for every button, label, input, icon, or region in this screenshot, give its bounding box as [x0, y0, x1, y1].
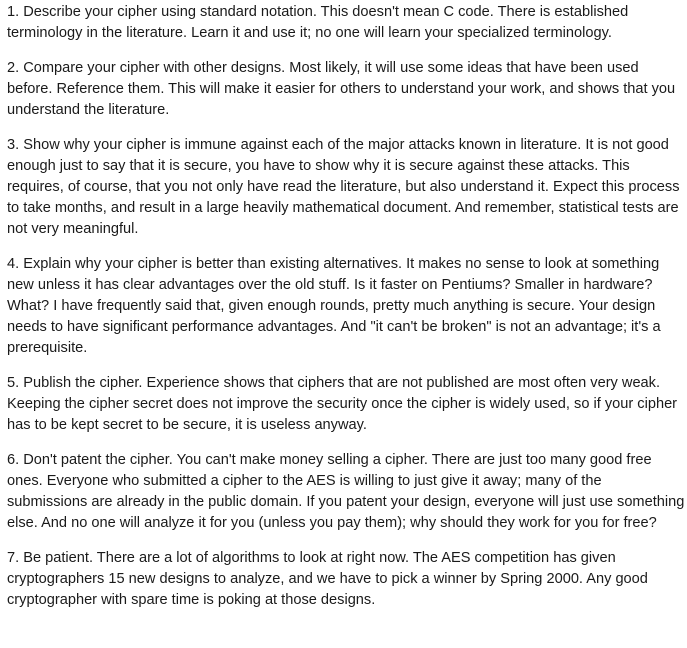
paragraph-5: 5. Publish the cipher. Experience shows that ciphers that are not published are most often very weak. Keeping the cipher secret does not improve the security once the cipher is widely used, so if your cipher has to be kept secret to be secure, it is useless anyway.	[7, 375, 678, 433]
document-body	[7, 2, 685, 611]
paragraph-3: 3. Show why your cipher is immune against each of the major attacks known in literature. It is not good enough just to say that it is secure, you have to show why it is secure against these attacks. This requires, of course, that you not only have read the literature, but also understand it. Expect this process to take months, and result in a large heavily mathematical document. And remember, statistical tests are not very meaningful.	[7, 137, 680, 237]
paragraph-1: 1. Describe your cipher using standard notation. This doesn't mean C code. There is established terminology in the literature. Learn it and use it; no one will learn your specialized terminology.	[7, 4, 629, 41]
paragraph-6: 6. Don't patent the cipher. You can't make money selling a cipher. There are just too many good free ones. Everyone who submitted a cipher to the AES is willing to just give it away; many of the submissions are already in the public domain. If you patent your design, everyone will just use something else. And no one will analyze it for you (unless you pay them); why should they work for you for free?	[7, 452, 685, 531]
paragraph-7: 7. Be patient. There are a lot of algorithms to look at right now. The AES competition has given cryptographers 15 new designs to analyze, and we have to pick a winner by Spring 2000. Any good cryptographer with spare time is poking at those designs.	[7, 550, 648, 608]
paragraph-2: 2. Compare your cipher with other designs. Most likely, it will use some ideas that have been used before. Reference them. This will make it easier for others to understand your work, and shows that you understand the literature.	[7, 60, 676, 118]
paragraph-4: 4. Explain why your cipher is better than existing alternatives. It makes no sense to look at something new unless it has clear advantages over the old stuff. Is it faster on Pentiums? Smaller in hardware? What? I have frequently said that, given enough rounds, pretty much anything is secure. Your design needs to have significant performance advantages. And "it can't be broken" is not an advantage; it's a prerequisite.	[7, 256, 661, 356]
